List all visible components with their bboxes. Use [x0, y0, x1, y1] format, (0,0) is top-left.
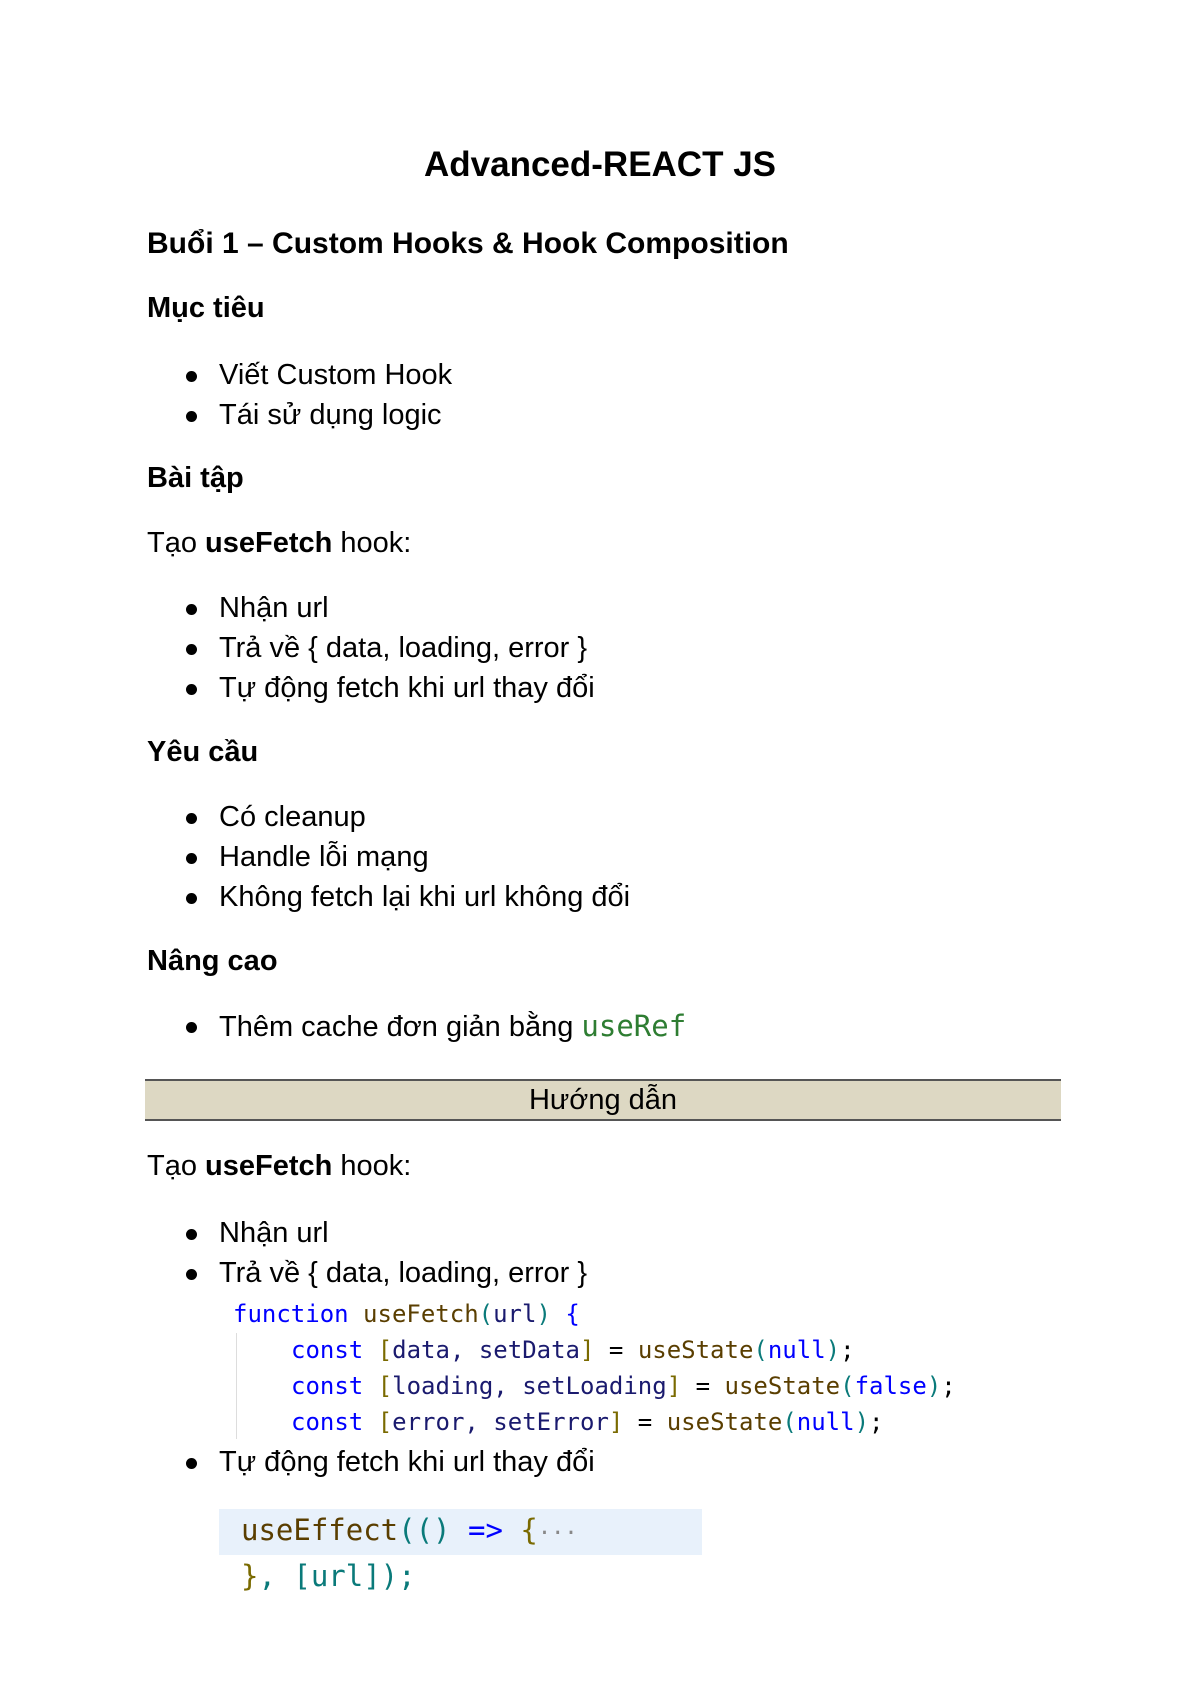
code-bracket-close: ]	[666, 1372, 682, 1400]
code-usestate: useState	[666, 1408, 783, 1436]
code-semicolon: ;	[840, 1336, 855, 1364]
guide-item-1	[183, 1214, 329, 1252]
exercise-intro-suffix: hook:	[332, 527, 412, 559]
guide-intro	[147, 1147, 411, 1185]
document-title: Advanced-REACT JS	[423, 145, 777, 184]
exercise-item-1-text: Nhận url	[219, 592, 329, 624]
code-arrow: =>	[450, 1513, 521, 1547]
requirement-item-2-text: Handle lỗi mạng	[219, 841, 429, 873]
code-line-4	[233, 1404, 956, 1440]
code-semicolon: ;	[941, 1372, 956, 1400]
code-usestate: useState	[724, 1372, 841, 1400]
code-paren-close: )	[536, 1300, 551, 1328]
exercise-intro	[147, 524, 411, 562]
code-brace-close: }	[241, 1559, 259, 1593]
code-bracket-open: [	[363, 1408, 393, 1436]
code-semicolon: ;	[869, 1408, 884, 1436]
code-keyword-const: const	[291, 1372, 364, 1400]
code-deps: , [url]);	[258, 1559, 416, 1593]
goal-item-2-text: Tái sử dụng logic	[219, 399, 442, 431]
guide-item-2	[183, 1254, 587, 1292]
advanced-item-1-text: Thêm cache đơn giản bằng	[219, 1011, 582, 1043]
code-arg-close: )	[825, 1336, 841, 1364]
goal-item-1-text: Viết Custom Hook	[219, 359, 453, 391]
goal-item-2	[183, 396, 442, 434]
exercise-intro-hook-name: useFetch	[205, 527, 333, 559]
code-arg-open: (	[782, 1408, 797, 1436]
code-line-2	[233, 1332, 956, 1368]
advanced-item-1-code: useRef	[581, 1009, 687, 1043]
code-keyword-const: const	[291, 1336, 364, 1364]
code-arg-open: (	[840, 1372, 855, 1400]
goal-heading: Mục tiêu	[147, 292, 265, 324]
code-bracket-close: ]	[580, 1336, 595, 1364]
code-usestate: useState	[637, 1336, 754, 1364]
exercise-item-2	[183, 629, 587, 667]
session-heading: Buổi 1 – Custom Hooks & Hook Composition	[147, 227, 789, 260]
requirement-item-3	[183, 878, 630, 916]
code-fn-name: useFetch	[348, 1300, 479, 1328]
exercise-heading: Bài tập	[147, 462, 244, 494]
code-param: url	[493, 1300, 537, 1328]
requirement-item-3-text: Không fetch lại khi url không đổi	[219, 881, 631, 913]
guide-section-bar: Hướng dẫn	[145, 1079, 1061, 1121]
code-paren-open: (	[478, 1300, 494, 1328]
guide-item-2-text: Trả về { data, loading, error }	[219, 1257, 588, 1289]
code-line-3	[233, 1368, 956, 1404]
guide-item-1-text: Nhận url	[219, 1217, 329, 1249]
code-keyword-function: function	[233, 1300, 349, 1328]
code-arg: false	[854, 1372, 927, 1400]
code-arg: null	[796, 1408, 855, 1436]
code-vars: error, setError	[392, 1408, 609, 1436]
code-bracket-open: [	[363, 1372, 393, 1400]
code-block-usefetch	[233, 1296, 956, 1440]
code-line-deps	[219, 1555, 702, 1597]
exercise-item-3	[183, 669, 595, 707]
code-vars: data, setData	[392, 1336, 580, 1364]
requirement-item-1	[183, 798, 366, 836]
advanced-item-1	[183, 1007, 686, 1046]
exercise-item-1	[183, 589, 329, 627]
guide-intro-suffix: hook:	[332, 1150, 412, 1182]
code-arg: null	[767, 1336, 826, 1364]
code-arg-open: (	[753, 1336, 768, 1364]
code-line-1	[233, 1296, 956, 1332]
guide-item-3	[183, 1443, 595, 1481]
code-arg-close: )	[926, 1372, 942, 1400]
code-equals: =	[623, 1408, 667, 1436]
code-brace-open: {	[520, 1513, 538, 1547]
code-fold-ellipsis[interactable]: ···	[537, 1521, 578, 1546]
goal-item-1	[183, 356, 452, 394]
code-useeffect: useEffect	[241, 1513, 399, 1547]
code-block-useeffect	[219, 1509, 702, 1597]
code-bracket-close: ]	[608, 1408, 624, 1436]
code-equals: =	[594, 1336, 638, 1364]
requirement-item-2	[183, 838, 429, 876]
exercise-intro-prefix: Tạo	[147, 527, 206, 559]
advanced-heading: Nâng cao	[147, 945, 278, 977]
requirements-heading: Yêu cầu	[147, 736, 259, 768]
code-keyword-const: const	[291, 1408, 364, 1436]
code-arg-close: )	[854, 1408, 870, 1436]
code-vars: loading, setLoading	[392, 1372, 667, 1400]
code-equals: =	[681, 1372, 725, 1400]
code-brace: {	[550, 1300, 580, 1328]
requirement-item-1-text: Có cleanup	[219, 801, 366, 833]
guide-item-3-text: Tự động fetch khi url thay đổi	[219, 1446, 595, 1478]
exercise-item-3-text: Tự động fetch khi url thay đổi	[219, 672, 595, 704]
code-bracket-open: [	[363, 1336, 393, 1364]
exercise-item-2-text: Trả về { data, loading, error }	[219, 632, 588, 664]
code-paren: (()	[398, 1513, 451, 1547]
guide-intro-prefix: Tạo	[147, 1150, 206, 1182]
guide-intro-hook-name: useFetch	[205, 1150, 333, 1182]
code-line-useeffect	[219, 1509, 702, 1555]
